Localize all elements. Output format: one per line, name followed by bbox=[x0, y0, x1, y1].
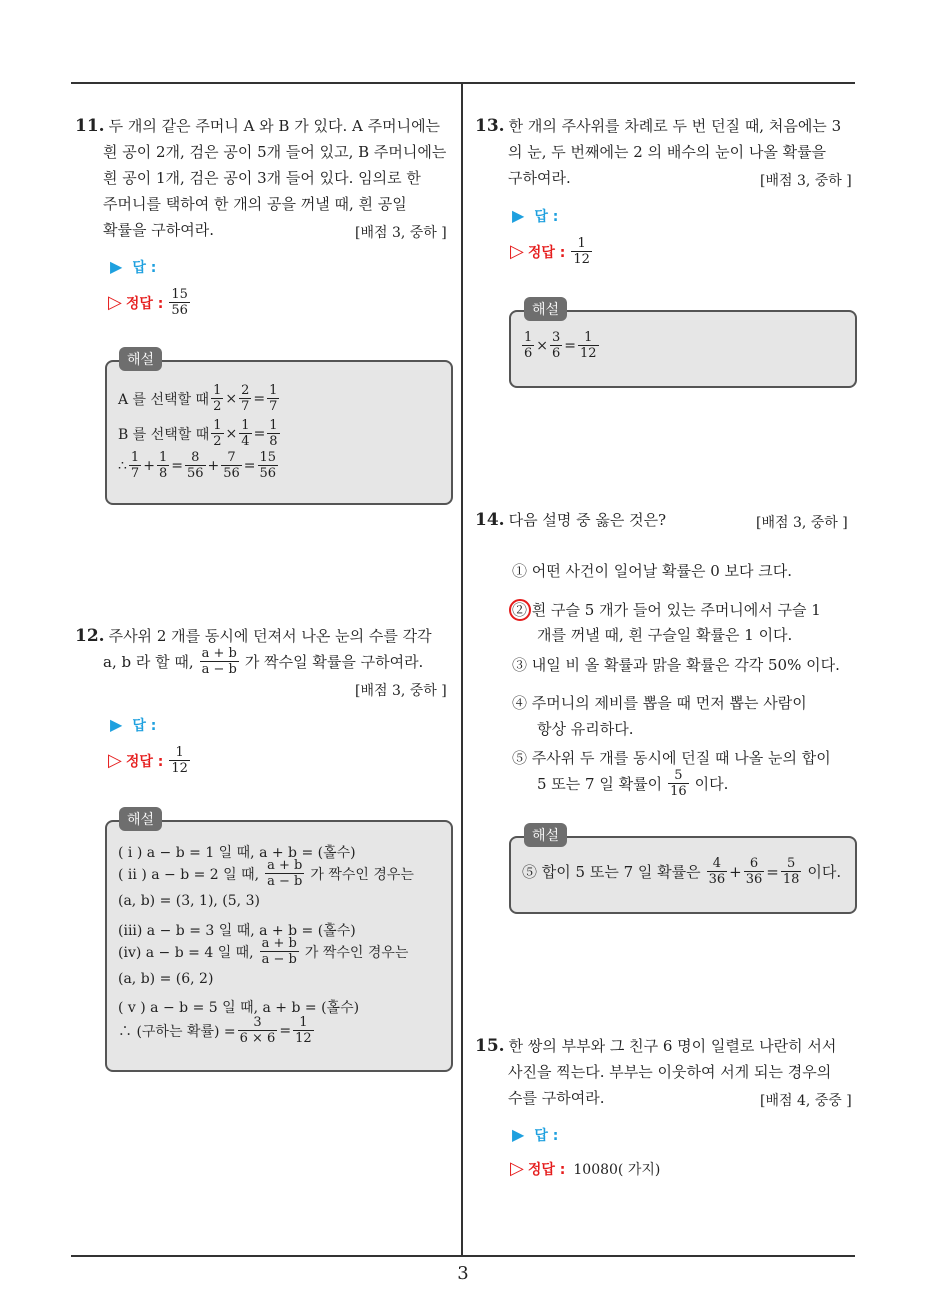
option-5[interactable]: ⑤ 주사위 두 개를 동시에 던질 때 나올 눈의 합이 bbox=[512, 749, 831, 767]
question-text-line: 흰 공이 1개, 검은 공이 3개 들어 있다. 임의로 한 bbox=[103, 169, 421, 187]
question-text-line: 두 개의 같은 주머니 A 와 B 가 있다. A 주머니에는 bbox=[108, 117, 441, 135]
question-text-line: 한 쌍의 부부와 그 친구 6 명이 일렬로 나란히 서서 bbox=[508, 1037, 837, 1055]
explanation-tag: 해설 bbox=[524, 297, 567, 321]
outline-triangle-icon: ▷ bbox=[108, 750, 122, 771]
explanation-line: ( i ) a − b = 1 일 때, a + b = (홀수) bbox=[118, 845, 356, 861]
option-3[interactable]: ③ 내일 비 올 확률과 맑을 확률은 각각 50% 이다. bbox=[512, 656, 840, 674]
points-label: [배점 3, 중하 ] bbox=[760, 173, 852, 189]
explanation-tag: 해설 bbox=[524, 823, 567, 847]
question-text-line: 의 눈, 두 번째에는 2 의 배수의 눈이 나올 확률을 bbox=[508, 143, 827, 161]
explanation-line: ( v ) a − b = 5 일 때, a + b = (홀수) bbox=[118, 1000, 360, 1016]
question-number: 12. bbox=[75, 626, 105, 646]
answer-label: ▶ 답 : bbox=[512, 1125, 559, 1144]
explanation-line: B 를 선택할 때 $\frac{1}{2}$ × $\frac{1}{4}$ = $\frac{1}{8}$ bbox=[118, 418, 278, 449]
question-text: 다음 설명 중 옳은 것은? bbox=[508, 511, 667, 529]
explanation-line: (a, b) = (3, 1), (5, 3) bbox=[118, 893, 260, 909]
answer-label: ▶ 답 : bbox=[512, 206, 559, 225]
correct-answer: ▷ 정답 : $\frac{15}{56}$ bbox=[108, 287, 188, 318]
page-number: 3 bbox=[457, 1263, 469, 1284]
points-label: [배점 4, 중중 ] bbox=[760, 1093, 852, 1109]
explanation-line: ∴ (구하는 확률) = $\frac{3}{6 \times 6}$ = $\frac{1}{12}$ bbox=[118, 1015, 312, 1046]
play-triangle-icon: ▶ bbox=[110, 257, 123, 276]
explanation-line: ( ii ) a − b = 2 일 때, $\frac{a + b}{a - b}$ 가 짝수인 경우는 bbox=[118, 858, 414, 889]
answer-label: ▶ 답 : bbox=[110, 257, 157, 276]
question-number: 14. bbox=[475, 510, 505, 530]
option-1[interactable]: ① 어떤 사건이 일어날 확률은 0 보다 크다. bbox=[512, 562, 793, 580]
question-text-line: 흰 공이 2개, 검은 공이 5개 들어 있고, B 주머니에는 bbox=[103, 143, 447, 161]
question-number: 13. bbox=[475, 116, 505, 136]
question-text-line: 확률을 구하여라. bbox=[103, 221, 214, 239]
bottom-rule bbox=[71, 1255, 855, 1257]
play-triangle-icon: ▶ bbox=[512, 206, 525, 225]
points-label: [배점 3, 중하 ] bbox=[355, 225, 447, 241]
top-rule bbox=[71, 82, 855, 84]
explanation-line: (iii) a − b = 3 일 때, a + b = (홀수) bbox=[118, 923, 356, 939]
option-4[interactable]: ④ 주머니의 제비를 뽑을 때 먼저 뽑는 사람이 bbox=[512, 694, 807, 712]
explanation-line: $\frac{1}{6}$ × $\frac{3}{6}$ = $\frac{1}{12}$ bbox=[524, 330, 597, 361]
column-divider bbox=[461, 83, 463, 1256]
question-text-line: 주머니를 택하여 한 개의 공을 꺼낼 때, 흰 공일 bbox=[103, 195, 407, 213]
outline-triangle-icon: ▷ bbox=[510, 1158, 524, 1179]
points-label: [배점 3, 중하 ] bbox=[355, 683, 447, 699]
explanation-line: ⑤ 합이 5 또는 7 일 확률은 $\frac{4}{36}$ + $\frac{6}{36}$ = $\frac{5}{18}$ 이다. bbox=[522, 856, 842, 887]
option-5-cont: 5 또는 7 일 확률이 $\frac{5}{16}$ 이다. bbox=[537, 768, 729, 799]
question-text-line: 사진을 찍는다. 부부는 이웃하여 서게 되는 경우의 bbox=[508, 1063, 832, 1081]
play-triangle-icon: ▶ bbox=[512, 1125, 525, 1144]
points-label: [배점 3, 중하 ] bbox=[756, 515, 848, 531]
correct-answer: ▷ 정답 : $\frac{1}{12}$ bbox=[510, 236, 590, 267]
explanation-line: (iv) a − b = 4 일 때, $\frac{a + b}{a - b}$ 가 짝수인 경우는 bbox=[118, 936, 409, 967]
question-text-line: a, b 라 할 때, $\frac{a + b}{a - b}$ 가 짝수일 확률을 구하여라. bbox=[103, 646, 424, 677]
option-4-cont: 항상 유리하다. bbox=[537, 720, 634, 738]
option-2-cont: 개를 꺼낼 때, 흰 구슬일 확률은 1 이다. bbox=[537, 626, 793, 644]
question-text-line: 수를 구하여라. bbox=[508, 1089, 605, 1107]
outline-triangle-icon: ▷ bbox=[108, 292, 122, 313]
play-triangle-icon: ▶ bbox=[110, 715, 123, 734]
correct-answer: ▷ 정답 : $\frac{1}{12}$ bbox=[108, 745, 188, 776]
question-number: 15. bbox=[475, 1036, 505, 1056]
question-text-line: 한 개의 주사위를 차례로 두 번 던질 때, 처음에는 3 bbox=[508, 117, 842, 135]
option-2[interactable]: ② 흰 구슬 5 개가 들어 있는 주머니에서 구슬 1 bbox=[512, 601, 821, 619]
explanation-line: A 를 선택할 때 $\frac{1}{2}$ × $\frac{2}{7}$ = $\frac{1}{7}$ bbox=[118, 383, 278, 414]
correct-answer: ▷ 정답 : 10080( 가지) bbox=[510, 1158, 661, 1179]
explanation-line: (a, b) = (6, 2) bbox=[118, 971, 214, 987]
explanation-tag: 해설 bbox=[119, 347, 162, 371]
explanation-tag: 해설 bbox=[119, 807, 162, 831]
explanation-line: ∴ $\frac{1}{7}$ + $\frac{1}{8}$ = $\frac{8}{56}$ + $\frac{7}{56}$ = $\frac{15}{56}$ bbox=[118, 450, 277, 481]
question-number: 11. bbox=[75, 116, 105, 136]
answer-label: ▶ 답 : bbox=[110, 715, 157, 734]
question-text-line: 주사위 2 개를 동시에 던져서 나온 눈의 수를 각각 bbox=[108, 627, 432, 645]
question-text-line: 구하여라. bbox=[508, 169, 571, 187]
outline-triangle-icon: ▷ bbox=[510, 241, 524, 262]
